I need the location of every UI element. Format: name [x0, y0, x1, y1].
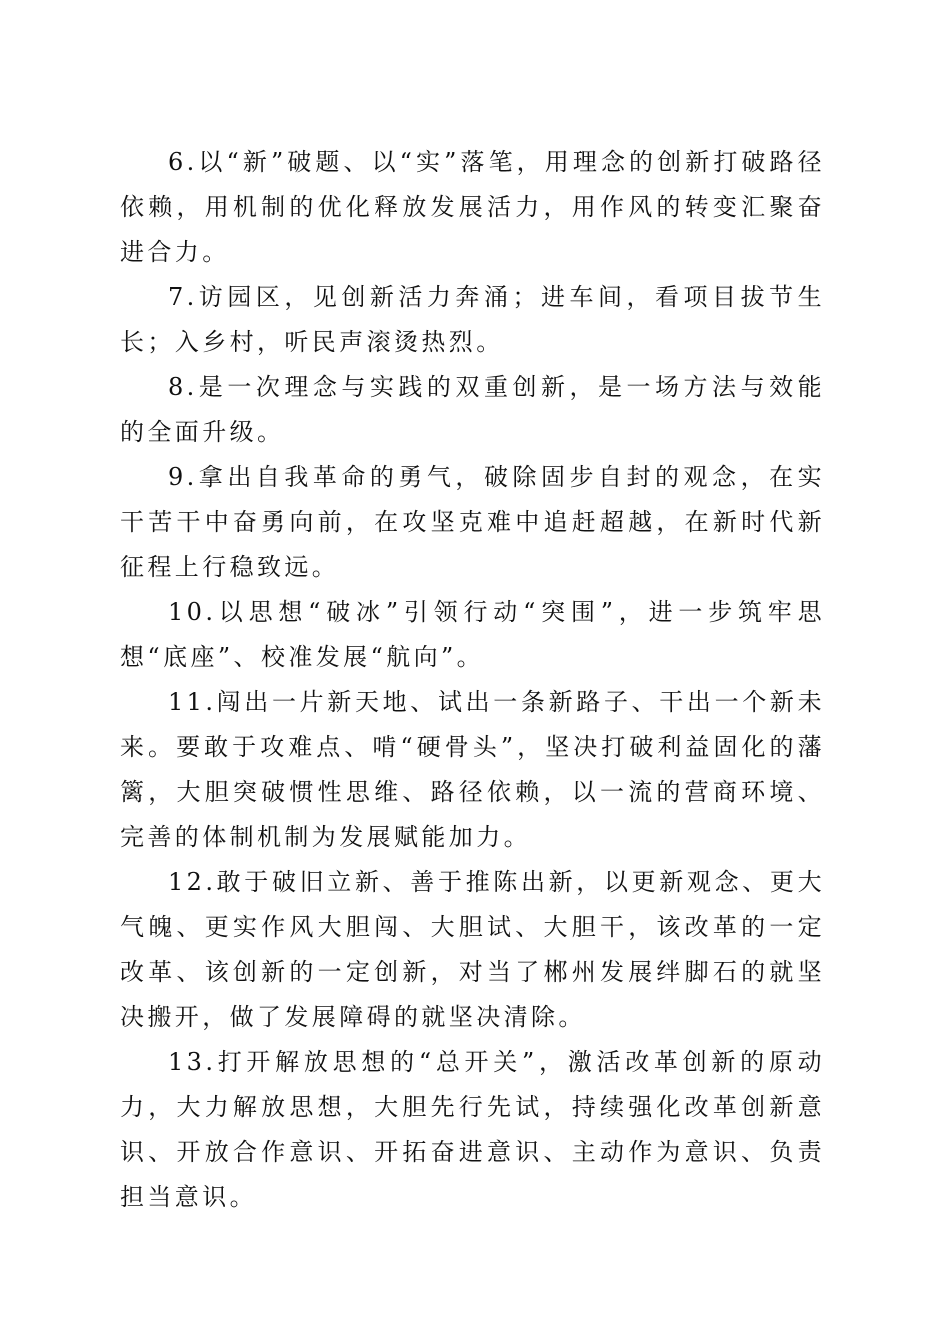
paragraph-11: 11.闯出一片新天地、试出一条新路子、干出一个新未来。要敢于攻难点、啃“硬骨头”，坚决打破利益固化的藩篱，大胆突破惯性思维、路径依赖，以一流的营商环境、完善的体制机制为发展赋能加力。 — [120, 688, 825, 851]
paragraph-8: 8.是一次理念与实践的双重创新，是一场方法与效能的全面升级。 — [120, 373, 825, 446]
paragraph-7: 7.访园区，见创新活力奔涌；进车间，看项目拔节生长；入乡村，听民声滚烫热烈。 — [120, 283, 825, 356]
paragraph-13: 13.打开解放思想的“总开关”，激活改革创新的原动力，大力解放思想，大胆先行先试，持续强化改革创新意识、开放合作意识、开拓奋进意识、主动作为意识、负责担当意识。 — [120, 1048, 825, 1211]
paragraph-12: 12.敢于破旧立新、善于推陈出新，以更新观念、更大气魄、更实作风大胆闯、大胆试、大胆干，该改革的一定改革、该创新的一定创新，对当了郴州发展绊脚石的就坚决搬开，做了发展障碍的就坚决清除。 — [120, 868, 825, 1031]
paragraph-9: 9.拿出自我革命的勇气，破除固步自封的观念，在实干苦干中奋勇向前，在攻坚克难中追赶超越，在新时代新征程上行稳致远。 — [120, 463, 825, 581]
paragraph-10: 10.以思想“破冰”引领行动“突围”，进一步筑牢思想“底座”、校准发展“航向”。 — [120, 598, 825, 671]
document-body — [120, 140, 825, 1220]
paragraph-6: 6.以“新”破题、以“实”落笔，用理念的创新打破路径依赖，用机制的优化释放发展活力，用作风的转变汇聚奋进合力。 — [120, 148, 825, 266]
